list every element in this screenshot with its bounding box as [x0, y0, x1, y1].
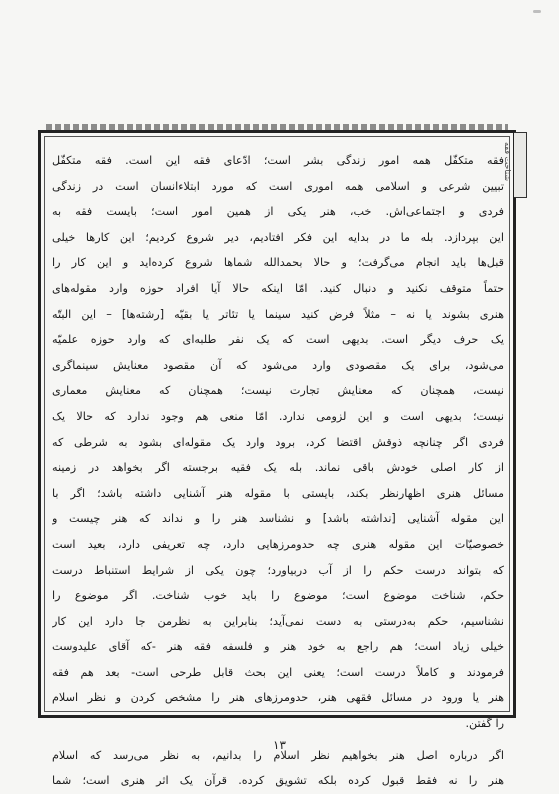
text-line: را گفتن.: [465, 717, 504, 731]
side-tab: [503, 132, 527, 198]
paragraph-1: [52, 148, 504, 737]
page-number: ۱۳: [273, 738, 286, 752]
text-line: می‌شود، برای یک مقصودی وارد می‌شود که آن مقصود معنایش سینماگری: [52, 358, 504, 372]
text-line: فردی اگر چنانچه ذوقش اقتضا کرد، برود وارد یک مقوله‌ای بشود به شرطی که: [52, 435, 504, 449]
text-line: حتماً متوقف نکنید و دنبال کنید. امّا اینکه حالا آیا افراد حوزه وارد مقوله‌های: [52, 281, 504, 295]
text-line: نیست؛ بدیهی است و این لزومی ندارد. امّا منعی هم وجود ندارد که حالا یک: [52, 409, 504, 423]
text-line: فقه متکفّل همه امور زندگی بشر است؛ ادّعای فقه این است. فقه متکفّل: [52, 154, 504, 167]
text-line: حکم، شناخت موضوع است؛ موضوع را باید خوب شناخت. اگر موضوع را: [52, 589, 504, 603]
text-line: از کار اصلی خودش باقی نماند. بله یک فقیه برجسته اگر بخواهد در زمینه: [52, 461, 504, 475]
text-line: یک حرف دیگر است. بدیهی است که یک نفر طلبه‌ای که وارد حوزه علمیّه: [52, 333, 504, 347]
text-line: مسائل هنری اظهارنظر بکند، بایستی با مقوله هنر آشنایی داشته باشد؛ اگر با: [52, 486, 504, 500]
text-line: هنر یا ورود در مسائل فقهی هنر، حدومرزهای هنر را مشخص کردن و نظر اسلام: [52, 691, 504, 705]
scan-mark: [533, 10, 541, 13]
body-text: [52, 148, 504, 794]
text-line: فردی و اجتماعی‌اش. خب، هنر یکی از همین امور است؛ بایست فقه به: [52, 205, 504, 219]
text-line: اگر درباره اصل هنر بخواهیم نظر اسلام را بدانیم، به نظر می‌رسد که اسلام: [52, 748, 504, 762]
text-line: خصوصیّات این مقوله هنری چه حدومرزهایی دارد، چه تعریفی دارد، بعید است: [52, 537, 504, 551]
text-line: که بتواند درست حکم را از آب دربیاورد؛ چون یکی از شرایط استنباط درست: [52, 563, 504, 577]
text-line: نشناسیم، حکم به‌درستی به دست نمی‌آید؛ بنابراین به نظرمن جا دارد این کار: [52, 614, 504, 628]
text-line: فرمودند و کاملاً درست است؛ یعنی این بحث قابل طرحی است- بعد هم فقه: [52, 665, 504, 679]
text-line: تبیین شرعی و اسلامی همه اموری است که مورد ابتلاءانسان است در زندگی: [52, 179, 504, 193]
text-line: این مقوله آشنایی [نداشته باشد] و نشناسد هنر را و نداند که هنر چیست و: [52, 512, 504, 526]
text-line: قبل‌ها باید انجام می‌گرفت؛ و حالا بحمدالله شماها شروع کرده‌اید و این کار را: [52, 256, 504, 270]
text-line: این بپردازد. بله ما در بدایه این فکر افتادیم، دیر شروع کردیم؛ این کارها خیلی: [52, 230, 504, 244]
side-tab-label: شناخت فقه: [503, 141, 513, 182]
text-line: نیست، همچنان که معنایش تجارت نیست؛ همچنان که معنایش معماری: [52, 384, 504, 398]
text-line: هنری بشوند یا نه – مثلاً فرض کنید سینما یا تئاتر یا بقیّه [رشته‌ها] – این البتّه: [52, 307, 504, 321]
text-line: هنر را نه فقط قبول کرده بلکه تشویق کرده. قرآن یک اثر هنری است؛ شما: [52, 774, 504, 788]
text-line: خیلی زیاد است؛ هم راجع به خود هنر و فلسفه فقه هنر -که آقای علیدوست: [52, 640, 504, 654]
